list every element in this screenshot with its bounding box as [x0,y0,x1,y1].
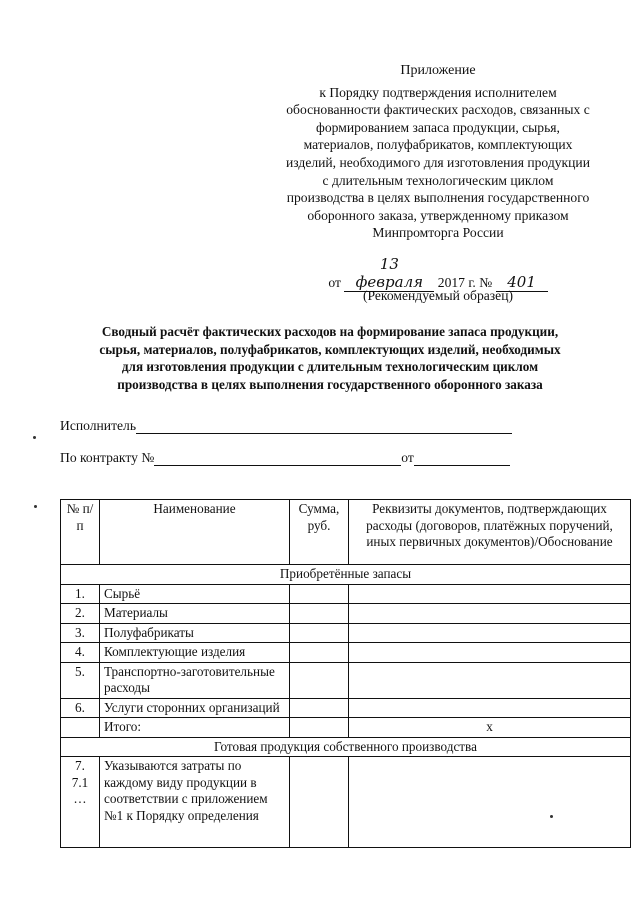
row-number: 7. [75,758,85,773]
total-mark: х [349,718,631,738]
row-number: 6. [61,698,100,718]
row-number: 1. [61,584,100,604]
row-name: Материалы [100,604,290,624]
row-sum [290,662,349,698]
appendix-block [268,62,608,242]
title-line: производства в целях выполнения государственного оборонного заказа [117,376,543,392]
appendix-line: с длительным технологическим циклом [322,172,554,188]
expenses-table [60,499,631,848]
header-documents: Реквизиты документов, подтверждающих расходы (договоров, платёжных поручений, иных первичных документов)/Обоснование [349,500,631,565]
appendix-line: материалов, полуфабрикатов, комплектующих [303,137,573,153]
table-row [61,757,631,848]
table-row [61,604,631,624]
section-own-production: Готовая продукция собственного производства [61,737,631,757]
row-number: 3. [61,623,100,643]
row-sum [290,757,349,848]
appendix-line: оборонного заказа, утвержденному приказом [307,207,569,223]
year-number-label: 2017 г. № [437,275,493,290]
row-number: … [73,791,87,806]
title-line: Сводный расчёт фактических расходов на формирование запаса продукции, [101,324,559,339]
row-sum [290,584,349,604]
handwritten-order-number: 401 [496,273,548,292]
row-docs [349,584,631,604]
table-row [61,643,631,663]
appendix-line: изделий, необходимого для изготовления продукции [286,154,590,170]
row-docs [349,757,631,848]
executor-blank [136,419,512,434]
row-docs [349,662,631,698]
contract-date-blank [414,451,510,466]
header-name: Наименование [100,500,290,565]
document-title [40,323,620,393]
contract-from-label: от [401,450,414,465]
appendix-line: обоснованности фактических расходов, связанных с [286,102,590,118]
executor-label: Исполнитель [60,418,137,433]
row-name: Комплектующие изделия [100,643,290,663]
table-row [61,662,631,698]
row-sum [290,623,349,643]
row-sum [290,604,349,624]
row-docs [349,623,631,643]
row-number: 2. [61,604,100,624]
row-number-cell [61,757,100,848]
row-number: 4. [61,643,100,663]
row-name: Полуфабрикаты [100,623,290,643]
row-name: Указываются затраты по каждому виду продукции в соответствии с приложением №1 к Порядку определения [100,757,290,848]
title-line: сырья, материалов, полуфабрикатов, комплектующих изделий, необходимых [99,341,561,357]
table-row [61,584,631,604]
total-row [61,718,631,738]
total-sum [290,718,349,738]
row-sum [290,643,349,663]
section-purchased: Приобретённые запасы [61,565,631,585]
header-number: № п/п [61,500,100,565]
handwritten-date: 13 февраля [344,255,434,292]
recommended-sample: (Рекомендуемый образец) [362,288,514,303]
section-row [61,737,631,757]
total-label: Итого: [100,718,290,738]
table-row [61,698,631,718]
contract-field [60,450,510,466]
contract-number-blank [154,451,401,466]
table-row [61,623,631,643]
row-docs [349,643,631,663]
scan-speck [33,436,36,439]
row-name: Транспортно-заготовительные расходы [100,662,290,698]
table-header-row [61,500,631,565]
row-number [61,718,100,738]
title-line: для изготовления продукции с длительным технологическим циклом [121,359,539,374]
order-date-line [268,255,608,292]
row-sum [290,698,349,718]
row-docs [349,698,631,718]
row-number: 5. [61,662,100,698]
appendix-line: Минпромторга России [372,225,504,241]
appendix-line: к Порядку подтверждения исполнителем [319,84,557,100]
scan-speck [34,505,37,508]
row-number: 7.1 [71,774,89,790]
appendix-line: производства в целях выполнения государственного [286,190,590,206]
appendix-line: формированием запаса продукции, сырья, [316,119,560,135]
row-name: Услуги сторонних организаций [100,698,290,718]
section-row [61,565,631,585]
row-docs [349,604,631,624]
date-prefix: от [328,275,341,290]
executor-field [60,418,512,434]
header-sum: Сумма, руб. [290,500,349,565]
appendix-title: Приложение [400,63,476,78]
contract-label: По контракту № [60,450,155,465]
row-name: Сырьё [100,584,290,604]
